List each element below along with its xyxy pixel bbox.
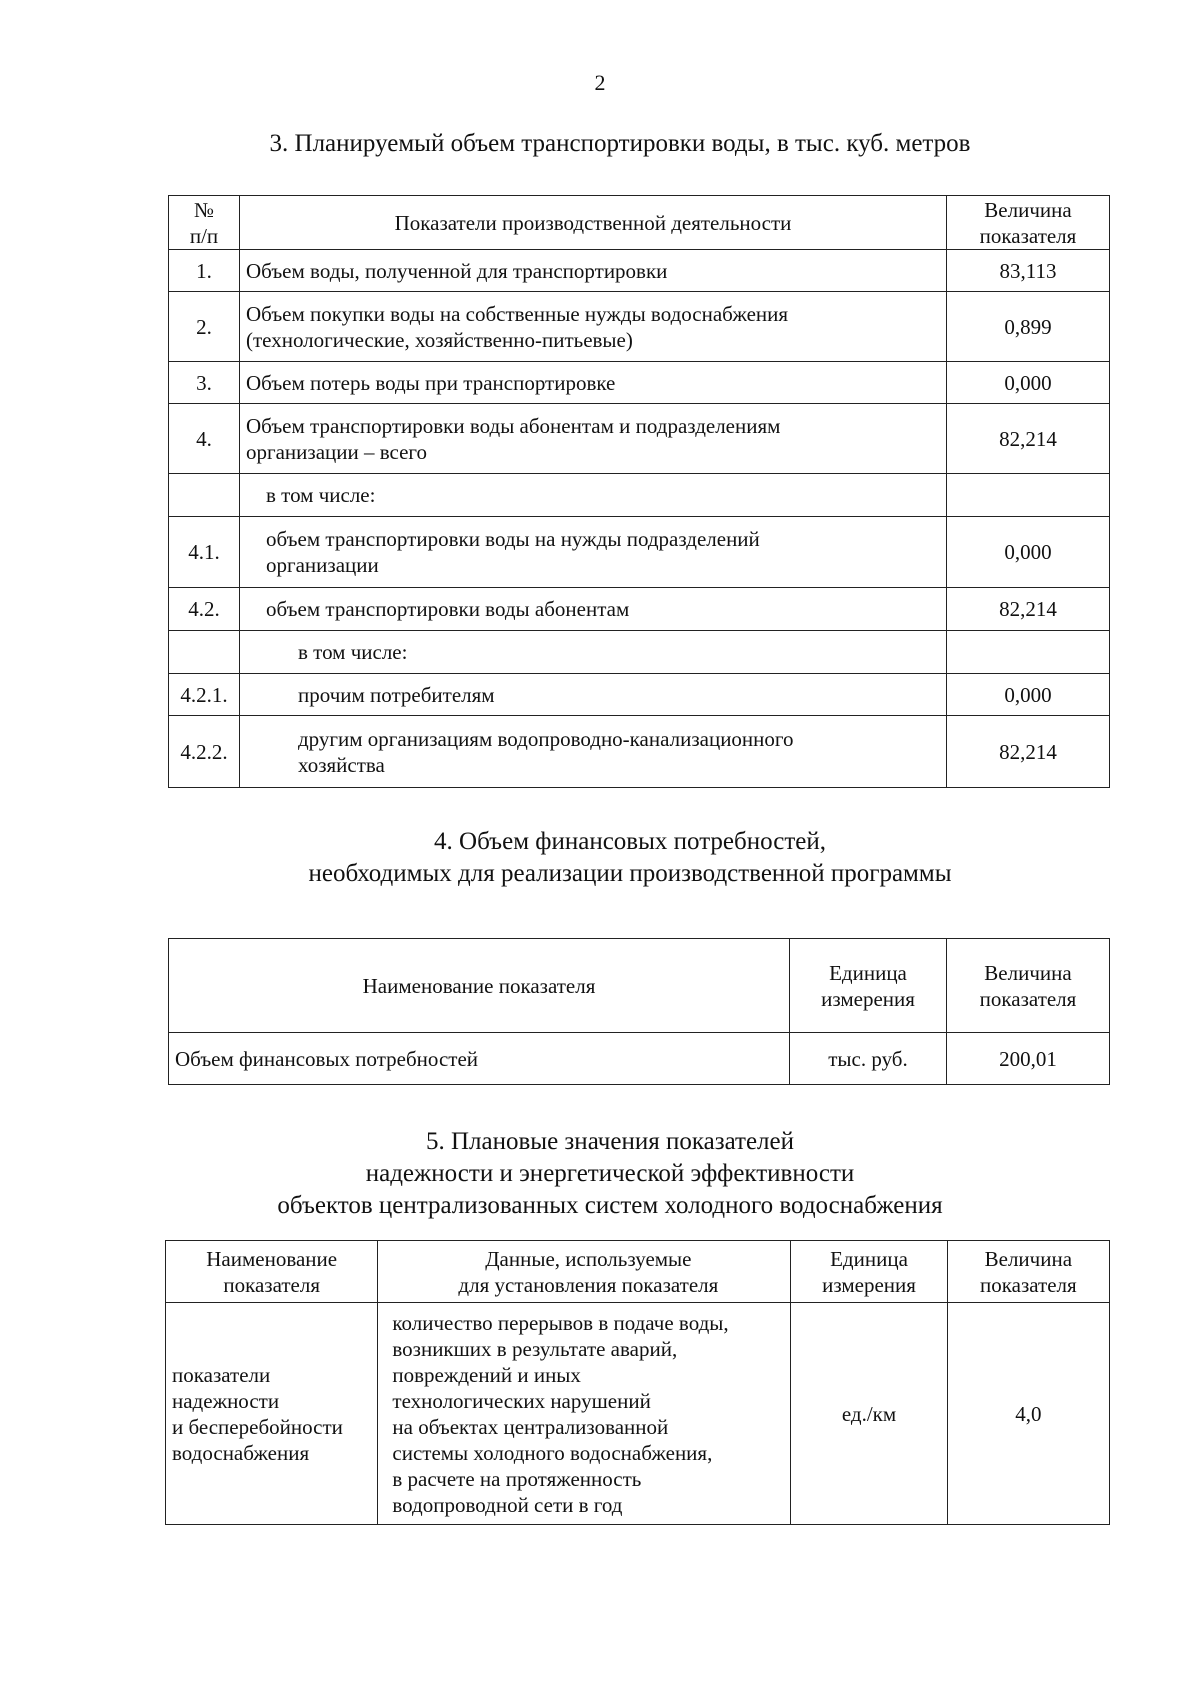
table-header-row: [169, 939, 1110, 1033]
transport-volume-table: [168, 195, 1110, 788]
header-unit: Единица измерения: [790, 939, 947, 1033]
table-row: 2. Объем покупки воды на собственные нужды водоснабжения (технологические, хозяйственно-питьевые) 0,899: [169, 292, 1110, 362]
header-indicator-name: Наименование показателя: [169, 939, 790, 1033]
table-row: 4.2.1. прочим потребителям 0,000: [169, 674, 1110, 716]
header-data: Данные, используемые для установления показателя: [378, 1241, 791, 1303]
header-indicator: Показатели производственной деятельности: [240, 196, 947, 250]
table-row: 3. Объем потерь воды при транспортировке 0,000: [169, 362, 1110, 404]
section-4-title: 4. Объем финансовых потребностей, необходимых для реализации производственной программы: [308, 828, 952, 887]
table-row: в том числе:: [169, 631, 1110, 674]
header-num: № п/п: [169, 196, 240, 250]
table-row: 4.2.2. другим организациям водопроводно-канализационного хозяйства 82,214: [169, 716, 1110, 788]
indicator-name: показатели надежности и бесперебойности водоснабжения: [166, 1303, 378, 1525]
indicator-value: 4,0: [947, 1303, 1109, 1525]
page-number: 2: [594, 70, 606, 95]
table-header-row: [166, 1241, 1110, 1303]
header-value: Величина показателя: [947, 196, 1110, 250]
table-row: 4.2. объем транспортировки воды абонентам 82,214: [169, 588, 1110, 631]
header-unit: Единица измерения: [791, 1241, 947, 1303]
header-value: Величина показателя: [947, 939, 1110, 1033]
table-row: Объем финансовых потребностей тыс. руб. 200,01: [169, 1033, 1110, 1085]
table-row: 1. Объем воды, полученной для транспортировки 83,113: [169, 250, 1110, 292]
indicator-data: количество перерывов в подаче воды, возникших в результате аварий, повреждений и иных технологических нарушений на объектах централизованной системы холодного водоснабжения, в расчете на протяженность водопроводной сети в год: [378, 1303, 791, 1525]
table-row: в том числе:: [169, 474, 1110, 517]
header-value: Величина показателя: [947, 1241, 1109, 1303]
table-header-row: [169, 196, 1110, 250]
table-row: [166, 1303, 1110, 1525]
table-row: 4.1. объем транспортировки воды на нужды подразделений организации 0,000: [169, 517, 1110, 588]
section-3-title: 3. Планируемый объем транспортировки воды, в тыс. куб. метров: [269, 130, 971, 157]
indicator-unit: ед./км: [791, 1303, 947, 1525]
financial-needs-table: [168, 938, 1110, 1085]
reliability-indicators-table: [165, 1240, 1110, 1525]
header-indicator-name: Наименование показателя: [166, 1241, 378, 1303]
section-5-title: 5. Плановые значения показателей надежности и энергетической эффективности объектов централизованных систем холодного водоснабжения: [277, 1128, 943, 1219]
table-row: 4. Объем транспортировки воды абонентам и подразделениям организации – всего 82,214: [169, 404, 1110, 474]
